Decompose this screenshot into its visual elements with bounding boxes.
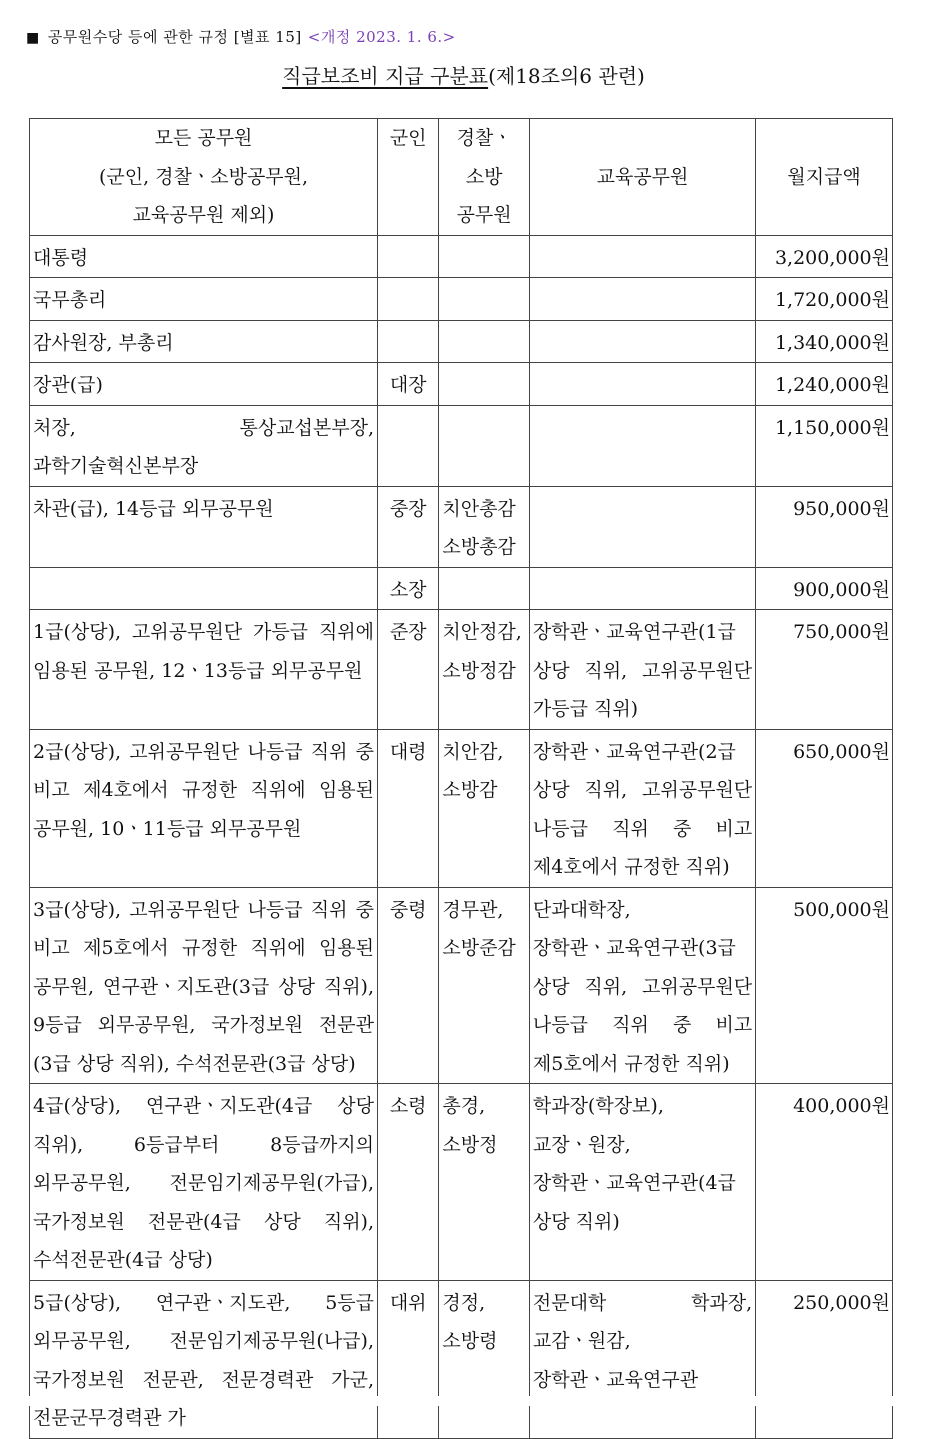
monthly-amount: 1,150,000원	[756, 405, 893, 486]
square-bullet-icon: ■	[26, 30, 40, 46]
monthly-amount: 750,000원	[756, 610, 893, 730]
military-rank: 중장	[378, 486, 439, 567]
title-suffix: (제18조의6 관련)	[488, 64, 645, 88]
allowance-table	[29, 118, 893, 1439]
military-rank: 대위	[378, 1280, 439, 1438]
monthly-amount: 900,000원	[756, 567, 893, 610]
header-monthly-pay: 월지급액	[756, 119, 893, 236]
education-position	[529, 405, 755, 486]
police-fire-rank: 경정, 소방령	[439, 1280, 530, 1438]
page-cut-edge	[0, 1396, 927, 1406]
education-position	[529, 320, 755, 363]
education-position: 장학관ㆍ교육연구관(2급 상당 직위, 고위공무원단 나등급 직위 중 비고 제4호에서 규정한 직위)	[529, 729, 755, 887]
monthly-amount: 500,000원	[756, 887, 893, 1084]
police-fire-rank	[439, 320, 530, 363]
police-fire-rank	[439, 363, 530, 406]
education-position: 단과대학장, 장학관ㆍ교육연구관(3급 상당 직위, 고위공무원단 나등급 직위 중 비고 제5호에서 규정한 직위)	[529, 887, 755, 1084]
police-fire-rank: 치안정감, 소방정감	[439, 610, 530, 730]
rank-description: 대통령	[30, 235, 378, 278]
regulation-name: 공무원수당 등에 관한 규정 [별표 15]	[47, 28, 302, 46]
rank-description: 차관(급), 14등급 외무공무원	[30, 486, 378, 567]
military-rank: 소장	[378, 567, 439, 610]
rank-description: 처장, 통상교섭본부장, 과학기술혁신본부장	[30, 405, 378, 486]
rank-description: 3급(상당), 고위공무원단 나등급 직위 중 비고 제5호에서 규정한 직위에 임용된 공무원, 연구관ㆍ지도관(3급 상당 직위), 9등급 외무공무원, 국가정보원 전문관(3급 상당 직위), 수석전문관(3급 상당)	[30, 887, 378, 1084]
table-row	[30, 278, 893, 321]
monthly-amount: 400,000원	[756, 1084, 893, 1281]
table-row	[30, 363, 893, 406]
rank-description: 1급(상당), 고위공무원단 가등급 직위에 임용된 공무원, 12ㆍ13등급 외무공무원	[30, 610, 378, 730]
monthly-amount: 950,000원	[756, 486, 893, 567]
monthly-amount: 650,000원	[756, 729, 893, 887]
page-title	[0, 60, 927, 89]
rank-description: 국무총리	[30, 278, 378, 321]
table-row	[30, 405, 893, 486]
education-position: 장학관ㆍ교육연구관(1급 상당 직위, 고위공무원단 가등급 직위)	[529, 610, 755, 730]
military-rank: 대장	[378, 363, 439, 406]
monthly-amount: 1,240,000원	[756, 363, 893, 406]
education-position	[529, 486, 755, 567]
table-row	[30, 1084, 893, 1281]
police-fire-rank: 총경, 소방정	[439, 1084, 530, 1281]
table-row	[30, 1280, 893, 1438]
police-fire-rank: 경무관, 소방준감	[439, 887, 530, 1084]
rank-description: 감사원장, 부총리	[30, 320, 378, 363]
regulation-reference	[26, 26, 456, 47]
rank-description	[30, 567, 378, 610]
table-row	[30, 320, 893, 363]
monthly-amount: 1,340,000원	[756, 320, 893, 363]
header-police-fire: 경찰ㆍ 소방 공무원	[439, 119, 530, 236]
education-position: 전문대학 학과장, 교감ㆍ원감, 장학관ㆍ교육연구관	[529, 1280, 755, 1438]
education-position	[529, 567, 755, 610]
police-fire-rank	[439, 405, 530, 486]
table-row	[30, 567, 893, 610]
rank-description: 5급(상당), 연구관ㆍ지도관, 5등급 외무공무원, 전문임기제공무원(나급), 국가정보원 전문관, 전문경력관 가군, 전문군무경력관 가	[30, 1280, 378, 1438]
rank-description: 장관(급)	[30, 363, 378, 406]
monthly-amount: 250,000원	[756, 1280, 893, 1438]
rank-description: 2급(상당), 고위공무원단 나등급 직위 중 비고 제4호에서 규정한 직위에 임용된 공무원, 10ㆍ11등급 외무공무원	[30, 729, 378, 887]
police-fire-rank	[439, 278, 530, 321]
table-row	[30, 610, 893, 730]
police-fire-rank	[439, 567, 530, 610]
military-rank: 대령	[378, 729, 439, 887]
table-row	[30, 729, 893, 887]
education-position	[529, 278, 755, 321]
education-position: 학과장(학장보), 교장ㆍ원장, 장학관ㆍ교육연구관(4급 상당 직위)	[529, 1084, 755, 1281]
police-fire-rank: 치안감, 소방감	[439, 729, 530, 887]
military-rank	[378, 235, 439, 278]
header-education: 교육공무원	[529, 119, 755, 236]
title-main: 직급보조비 지급 구분표	[282, 64, 489, 88]
military-rank: 중령	[378, 887, 439, 1084]
header-row	[30, 119, 893, 236]
police-fire-rank	[439, 235, 530, 278]
military-rank: 준장	[378, 610, 439, 730]
monthly-amount: 1,720,000원	[756, 278, 893, 321]
education-position	[529, 235, 755, 278]
table-row	[30, 235, 893, 278]
military-rank	[378, 405, 439, 486]
police-fire-rank: 치안총감 소방총감	[439, 486, 530, 567]
education-position	[529, 363, 755, 406]
rank-description: 4급(상당), 연구관ㆍ지도관(4급 상당 직위), 6등급부터 8등급까지의 외무공무원, 전문임기제공무원(가급), 국가정보원 전문관(4급 상당 직위), 수석전문관(4급 상당)	[30, 1084, 378, 1281]
header-military: 군인	[378, 119, 439, 236]
military-rank	[378, 278, 439, 321]
revision-date: <개정 2023. 1. 6.>	[307, 28, 456, 46]
military-rank: 소령	[378, 1084, 439, 1281]
monthly-amount: 3,200,000원	[756, 235, 893, 278]
table-row	[30, 486, 893, 567]
table-row	[30, 887, 893, 1084]
header-all-officials: 모든 공무원 (군인, 경찰ㆍ소방공무원, 교육공무원 제외)	[30, 119, 378, 236]
military-rank	[378, 320, 439, 363]
